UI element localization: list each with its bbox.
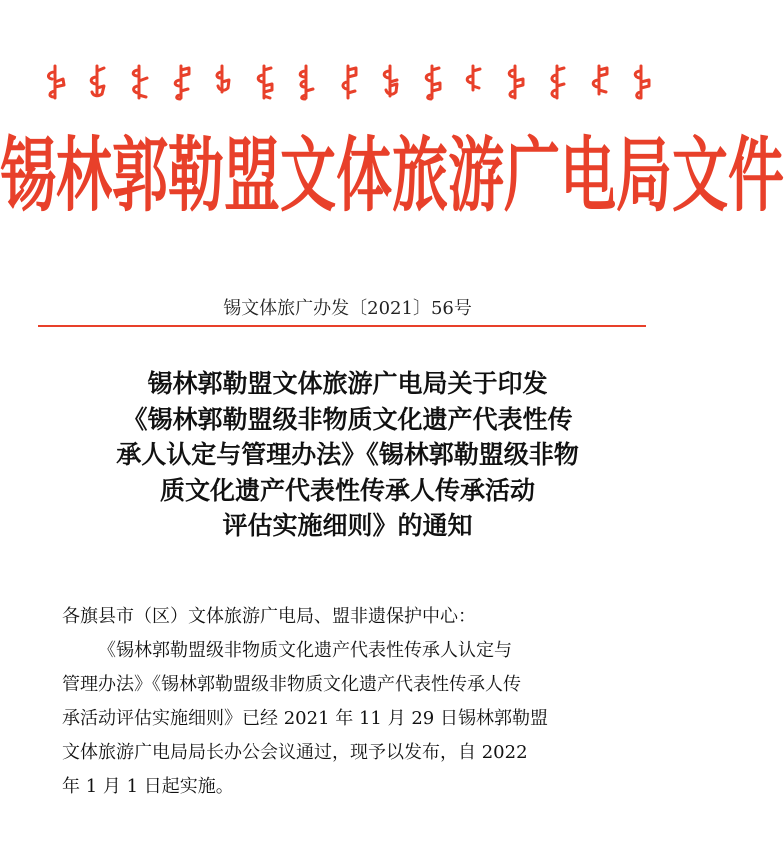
mongolian-word-9	[377, 64, 403, 100]
mongolian-word-7	[293, 64, 319, 100]
mongolian-word-11	[460, 64, 486, 100]
notice-body	[62, 600, 637, 804]
notice-title-line: 锡林郭勒盟文体旅游广电局关于印发	[147, 369, 548, 398]
mongolian-word-6	[251, 64, 277, 100]
mongolian-word-12	[502, 64, 528, 100]
mongolian-script-header	[42, 64, 654, 104]
body-line: 年 1 月 1 日起实施。	[62, 776, 234, 797]
mongolian-word-3	[126, 64, 152, 100]
red-separator-line	[38, 325, 646, 327]
notice-title-line: 评估实施细则》的通知	[222, 511, 473, 540]
mongolian-word-15	[628, 64, 654, 100]
mongolian-word-4	[168, 64, 194, 100]
mongolian-word-14	[586, 64, 612, 100]
notice-title	[40, 366, 655, 544]
mongolian-word-8	[335, 64, 361, 100]
notice-title-line: 质文化遗产代表性传承人传承活动	[159, 475, 535, 505]
agency-title: 锡林郭勒盟文体旅游广电局文件	[0, 129, 784, 224]
body-line: 文体旅游广电局局长办公会议通过，现予以发布，自 2022	[62, 742, 528, 763]
salutation: 各旗县市（区）文体旅游广电局、盟非遗保护中心：	[62, 606, 476, 627]
notice-title-line: 承人认定与管理办法》《锡林郭勒盟级非物	[116, 440, 579, 469]
notice-title-line: 《锡林郭勒盟级非物质文化遗产代表性传	[122, 404, 573, 434]
body-line: 《锡林郭勒盟级非物质文化遗产代表性传承人认定与	[98, 640, 512, 661]
document-number: 锡文体旅广办发〔2021〕56号	[223, 298, 472, 319]
mongolian-word-10	[419, 64, 445, 100]
mongolian-word-2	[84, 64, 110, 100]
mongolian-word-5	[209, 64, 235, 100]
body-line: 管理办法》《锡林郭勒盟级非物质文化遗产代表性传承人传	[62, 674, 521, 695]
mongolian-word-1	[42, 64, 68, 100]
mongolian-word-13	[544, 64, 570, 100]
body-line: 承活动评估实施细则》已经 2021 年 11 月 29 日锡林郭勒盟	[62, 708, 548, 729]
